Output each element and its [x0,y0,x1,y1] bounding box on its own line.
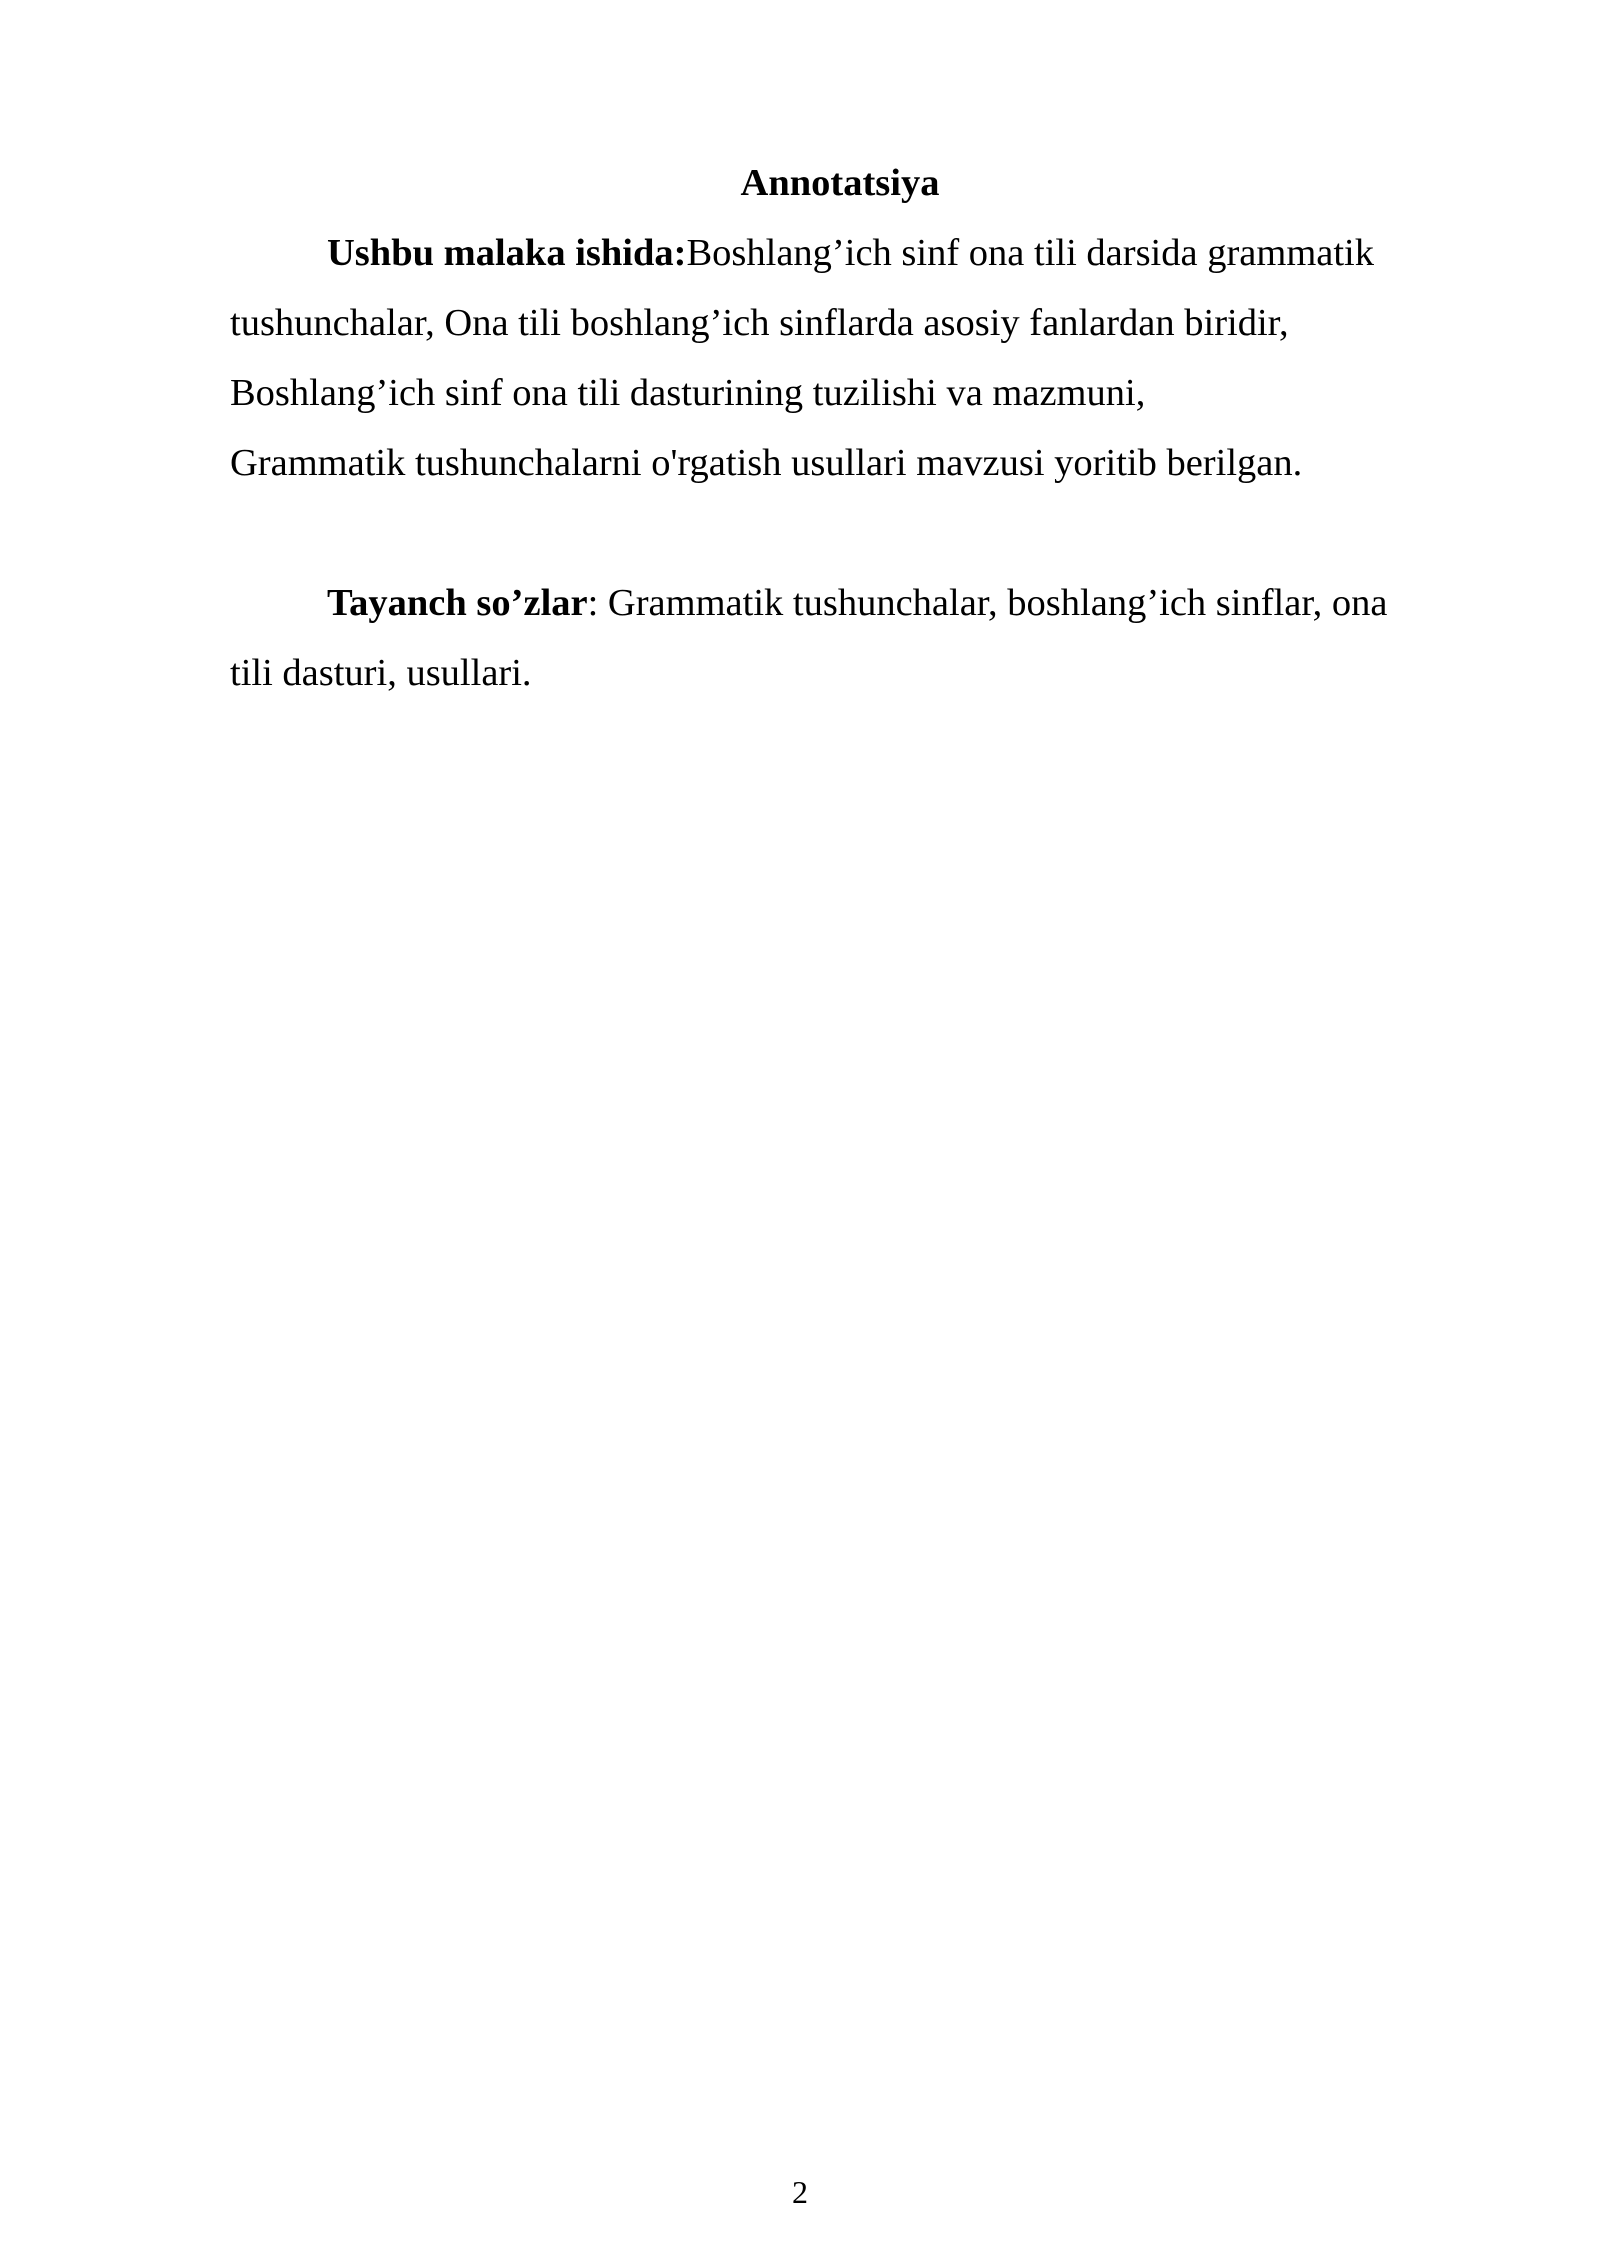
keywords-line-2: tili dasturi, usullari. [230,652,532,694]
annotation-line-4: Grammatik tushunchalarni o'rgatish usullari mavzusi yoritib berilgan. [230,442,1303,484]
document-body [230,148,1450,708]
keywords-paragraph [230,568,1450,708]
keywords-lead: Tayanch so’zlar [327,582,588,624]
annotation-line-2: tushunchalar, Ona tili boshlang’ich sinflarda asosiy fanlardan biridir, [230,302,1289,344]
annotation-line-1: Boshlang’ich sinf ona tili darsida grammatik [686,232,1374,274]
document-title: Annotatsiya [740,162,940,204]
annotation-lead: Ushbu malaka ishida: [327,232,687,274]
annotation-paragraph [230,218,1450,498]
keywords-line-1: : Grammatik tushunchalar, boshlang’ich sinflar, ona [587,582,1388,624]
annotation-line-3: Boshlang’ich sinf ona tili dasturining tuzilishi va mazmuni, [230,372,1146,414]
page-number: 2 [792,2174,808,2210]
paragraph-spacer [230,498,1450,568]
